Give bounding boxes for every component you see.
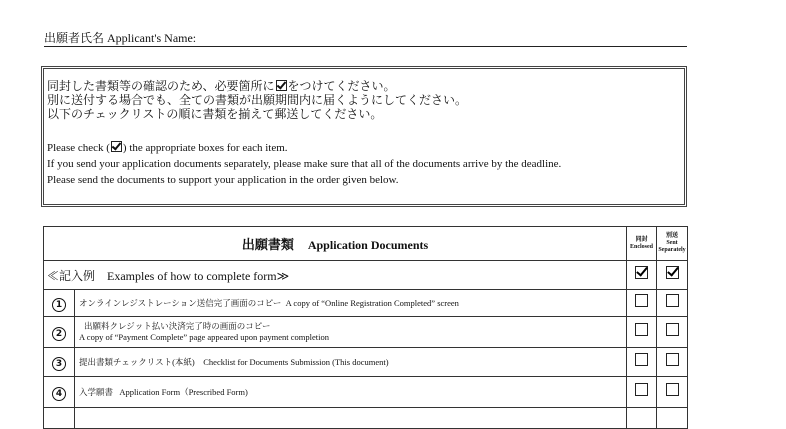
table-row-partial <box>44 408 688 429</box>
table-row <box>44 377 688 408</box>
table-row <box>44 290 688 317</box>
enclosed-column-header: 同封 Enclosed <box>627 227 657 261</box>
table-title: 出願書類 Application Documents <box>44 227 627 261</box>
enclosed-checkbox[interactable] <box>635 383 648 396</box>
sent-separately-column-header: 別送 Sent Separately <box>657 227 688 261</box>
sent-separately-checkbox[interactable] <box>666 323 679 336</box>
item-number: 3 <box>52 357 66 371</box>
checkmark-icon <box>111 141 122 152</box>
instruction-en-3: Please send the documents to support your application in the order given below. <box>47 174 399 186</box>
table-row <box>44 348 688 377</box>
table-header <box>44 227 688 261</box>
sent-separately-checkbox[interactable] <box>666 383 679 396</box>
instructions-box <box>41 66 687 207</box>
item-number: 2 <box>52 327 66 341</box>
checkmark-icon <box>276 80 287 91</box>
documents-checklist-table <box>43 226 688 429</box>
example-sent-checkbox <box>666 266 679 279</box>
item-number: 1 <box>52 298 66 312</box>
applicant-name-label: 出願者氏名 Applicant's Name: <box>44 31 197 45</box>
instruction-en-2: If you send your application documents separately, please make sure that all of the documents arrive by the deadline. <box>47 158 562 170</box>
enclosed-checkbox[interactable] <box>635 323 648 336</box>
item-description: 出願料クレジット払い決済完了時の画面のコピー A copy of “Payment Complete” page appeared upon payment completion <box>75 317 627 348</box>
instruction-jp-3: 以下のチェックリストの順に書類を揃えて郵送してください。 <box>47 107 383 121</box>
item-number: 4 <box>52 387 66 401</box>
instruction-jp-1: 同封した書類等の確認のため、必要箇所に をつけてください。 <box>47 79 396 93</box>
item-description: 入学願書 Application Form（Prescribed Form) <box>75 377 627 408</box>
item-description: オンラインレジストレーション送信完了画面のコピー A copy of “Online Registration Completed” screen <box>75 290 627 317</box>
applicant-name-field[interactable] <box>44 30 687 47</box>
example-label: ≪記入例 Examples of how to complete form≫ <box>44 261 627 290</box>
sent-separately-checkbox[interactable] <box>666 294 679 307</box>
enclosed-checkbox[interactable] <box>635 353 648 366</box>
table-row <box>44 317 688 348</box>
item-description: 提出書類チェックリスト(本紙) Checklist for Documents Submission (This document) <box>75 348 627 377</box>
instruction-en-1: Please check ( ) the appropriate boxes for each item. <box>47 142 288 154</box>
enclosed-checkbox[interactable] <box>635 294 648 307</box>
sent-separately-checkbox[interactable] <box>666 353 679 366</box>
instruction-jp-2: 別に送付する場合でも、全ての書類が出願期間内に届くようにしてください。 <box>47 93 468 107</box>
example-row <box>44 261 688 290</box>
example-enclosed-checkbox <box>635 266 648 279</box>
